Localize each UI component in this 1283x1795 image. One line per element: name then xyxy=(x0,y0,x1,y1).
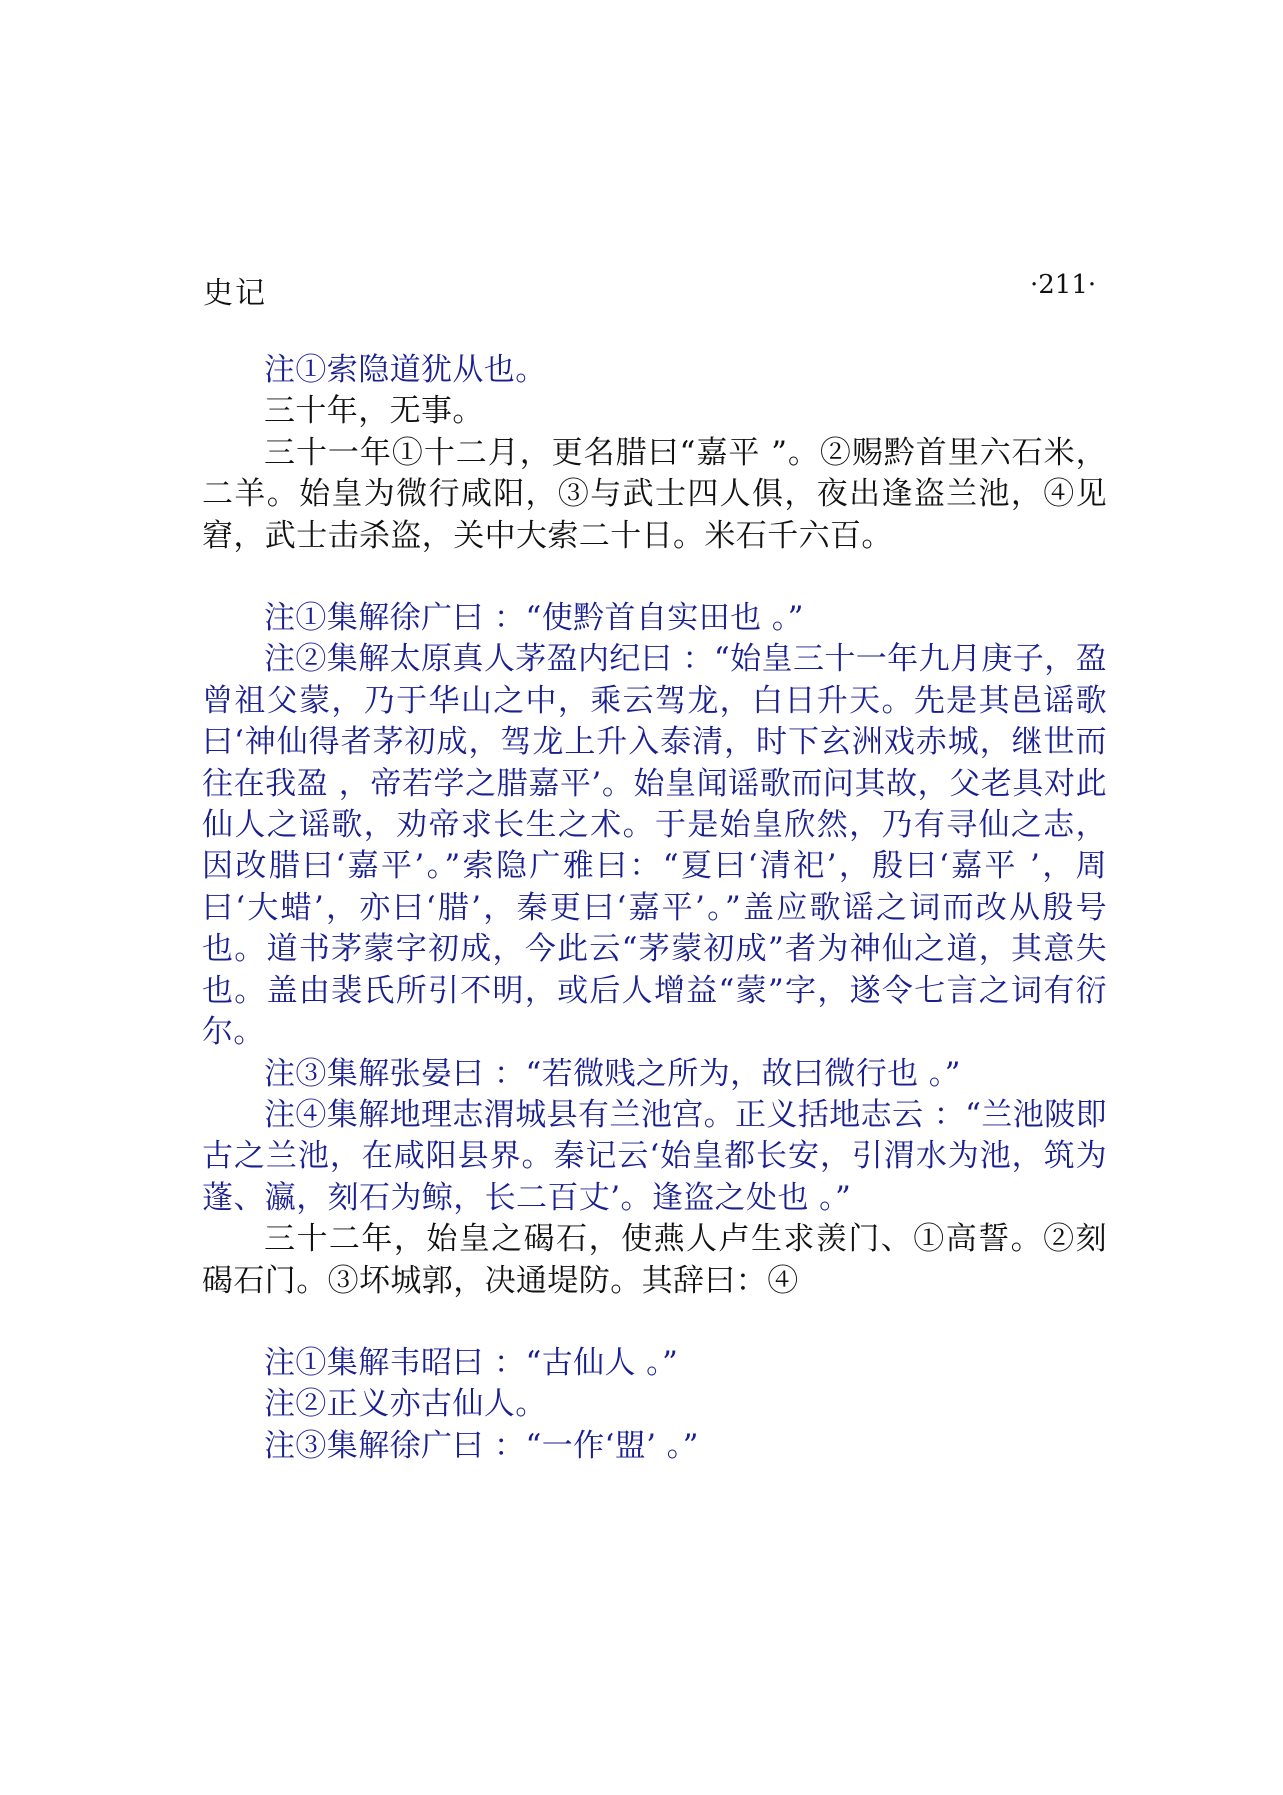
paragraph-gap xyxy=(202,1302,1107,1343)
annotation-paragraph: 注①集解韦昭曰 ：“古仙人 。” xyxy=(264,1344,679,1381)
text-paragraph: 三十二年，始皇之碣石，使燕人卢生求羡门、①高誓。②刻碣石门。③坏城郭，决通堤防。其辞曰：④ xyxy=(202,1221,1107,1299)
book-title: 史记 xyxy=(203,276,267,311)
annotation-paragraph: 注④集解地理志渭城县有兰池宫。正义括地志云 ：“兰池陂即古之兰池，在咸阳县界。秦记云‘始皇都长安，引渭水为池，筑为蓬、瀛，刻石为鲸，长二百丈’。逢盗之处也 。” xyxy=(202,1096,1107,1216)
annotation-paragraph: 注①集解徐广曰 ：“使黔首自实田也 。” xyxy=(264,600,804,637)
annotation-paragraph: 注②正义亦古仙人。 xyxy=(264,1386,547,1423)
annotation-paragraph: 注②集解太原真人茅盈内纪曰 ：“始皇三十一年九月庚子，盈曾祖父蒙，乃于华山之中，乘云驾龙，白日升天。先是其邑谣歌曰‘神仙得者茅初成，驾龙上升入泰清，时下玄洲戏赤城，继世而往在我盈 ，帝若学之腊嘉平’。始皇闻谣歌而问其故，父老具对此仙人之谣歌，劝帝求长生之术。于是始皇欣然，乃有寻仙之志，因改腊曰‘嘉平’。”索隐广雅曰：“夏曰‘清祀’，殷曰‘嘉平 ’，周曰‘大蜡’，亦曰‘腊’，秦更曰‘嘉平’。”盖应歌谣之词而改从殷号也。道书茅蒙字初成，今此云“茅蒙初成”者为神仙之道，其意失也。盖由裴氏所引不明，或后人增益“蒙”字，遂令七言之词有衍尔。 xyxy=(202,641,1107,1051)
annotation-paragraph: 注③集解徐广曰 ：“一作‘盟’ 。” xyxy=(264,1427,699,1464)
paragraph-gap xyxy=(202,557,1107,598)
text-paragraph: 三十年，无事。 xyxy=(264,393,484,430)
page-body xyxy=(202,350,1107,1467)
page-number: ·211· xyxy=(1030,270,1097,300)
annotation-paragraph: 注③集解张晏曰 ：“若微贱之所为，故曰微行也 。” xyxy=(264,1055,961,1092)
text-paragraph: 三十一年①十二月，更名腊曰“嘉平 ”。②赐黔首里六石米，二羊。始皇为微行咸阳，③与武士四人俱，夜出逢盗兰池，④见窘，武士击杀盗，关中大索二十日。米石千六百。 xyxy=(202,434,1107,554)
annotation-paragraph: 注①索隐道犹从也。 xyxy=(264,352,547,388)
